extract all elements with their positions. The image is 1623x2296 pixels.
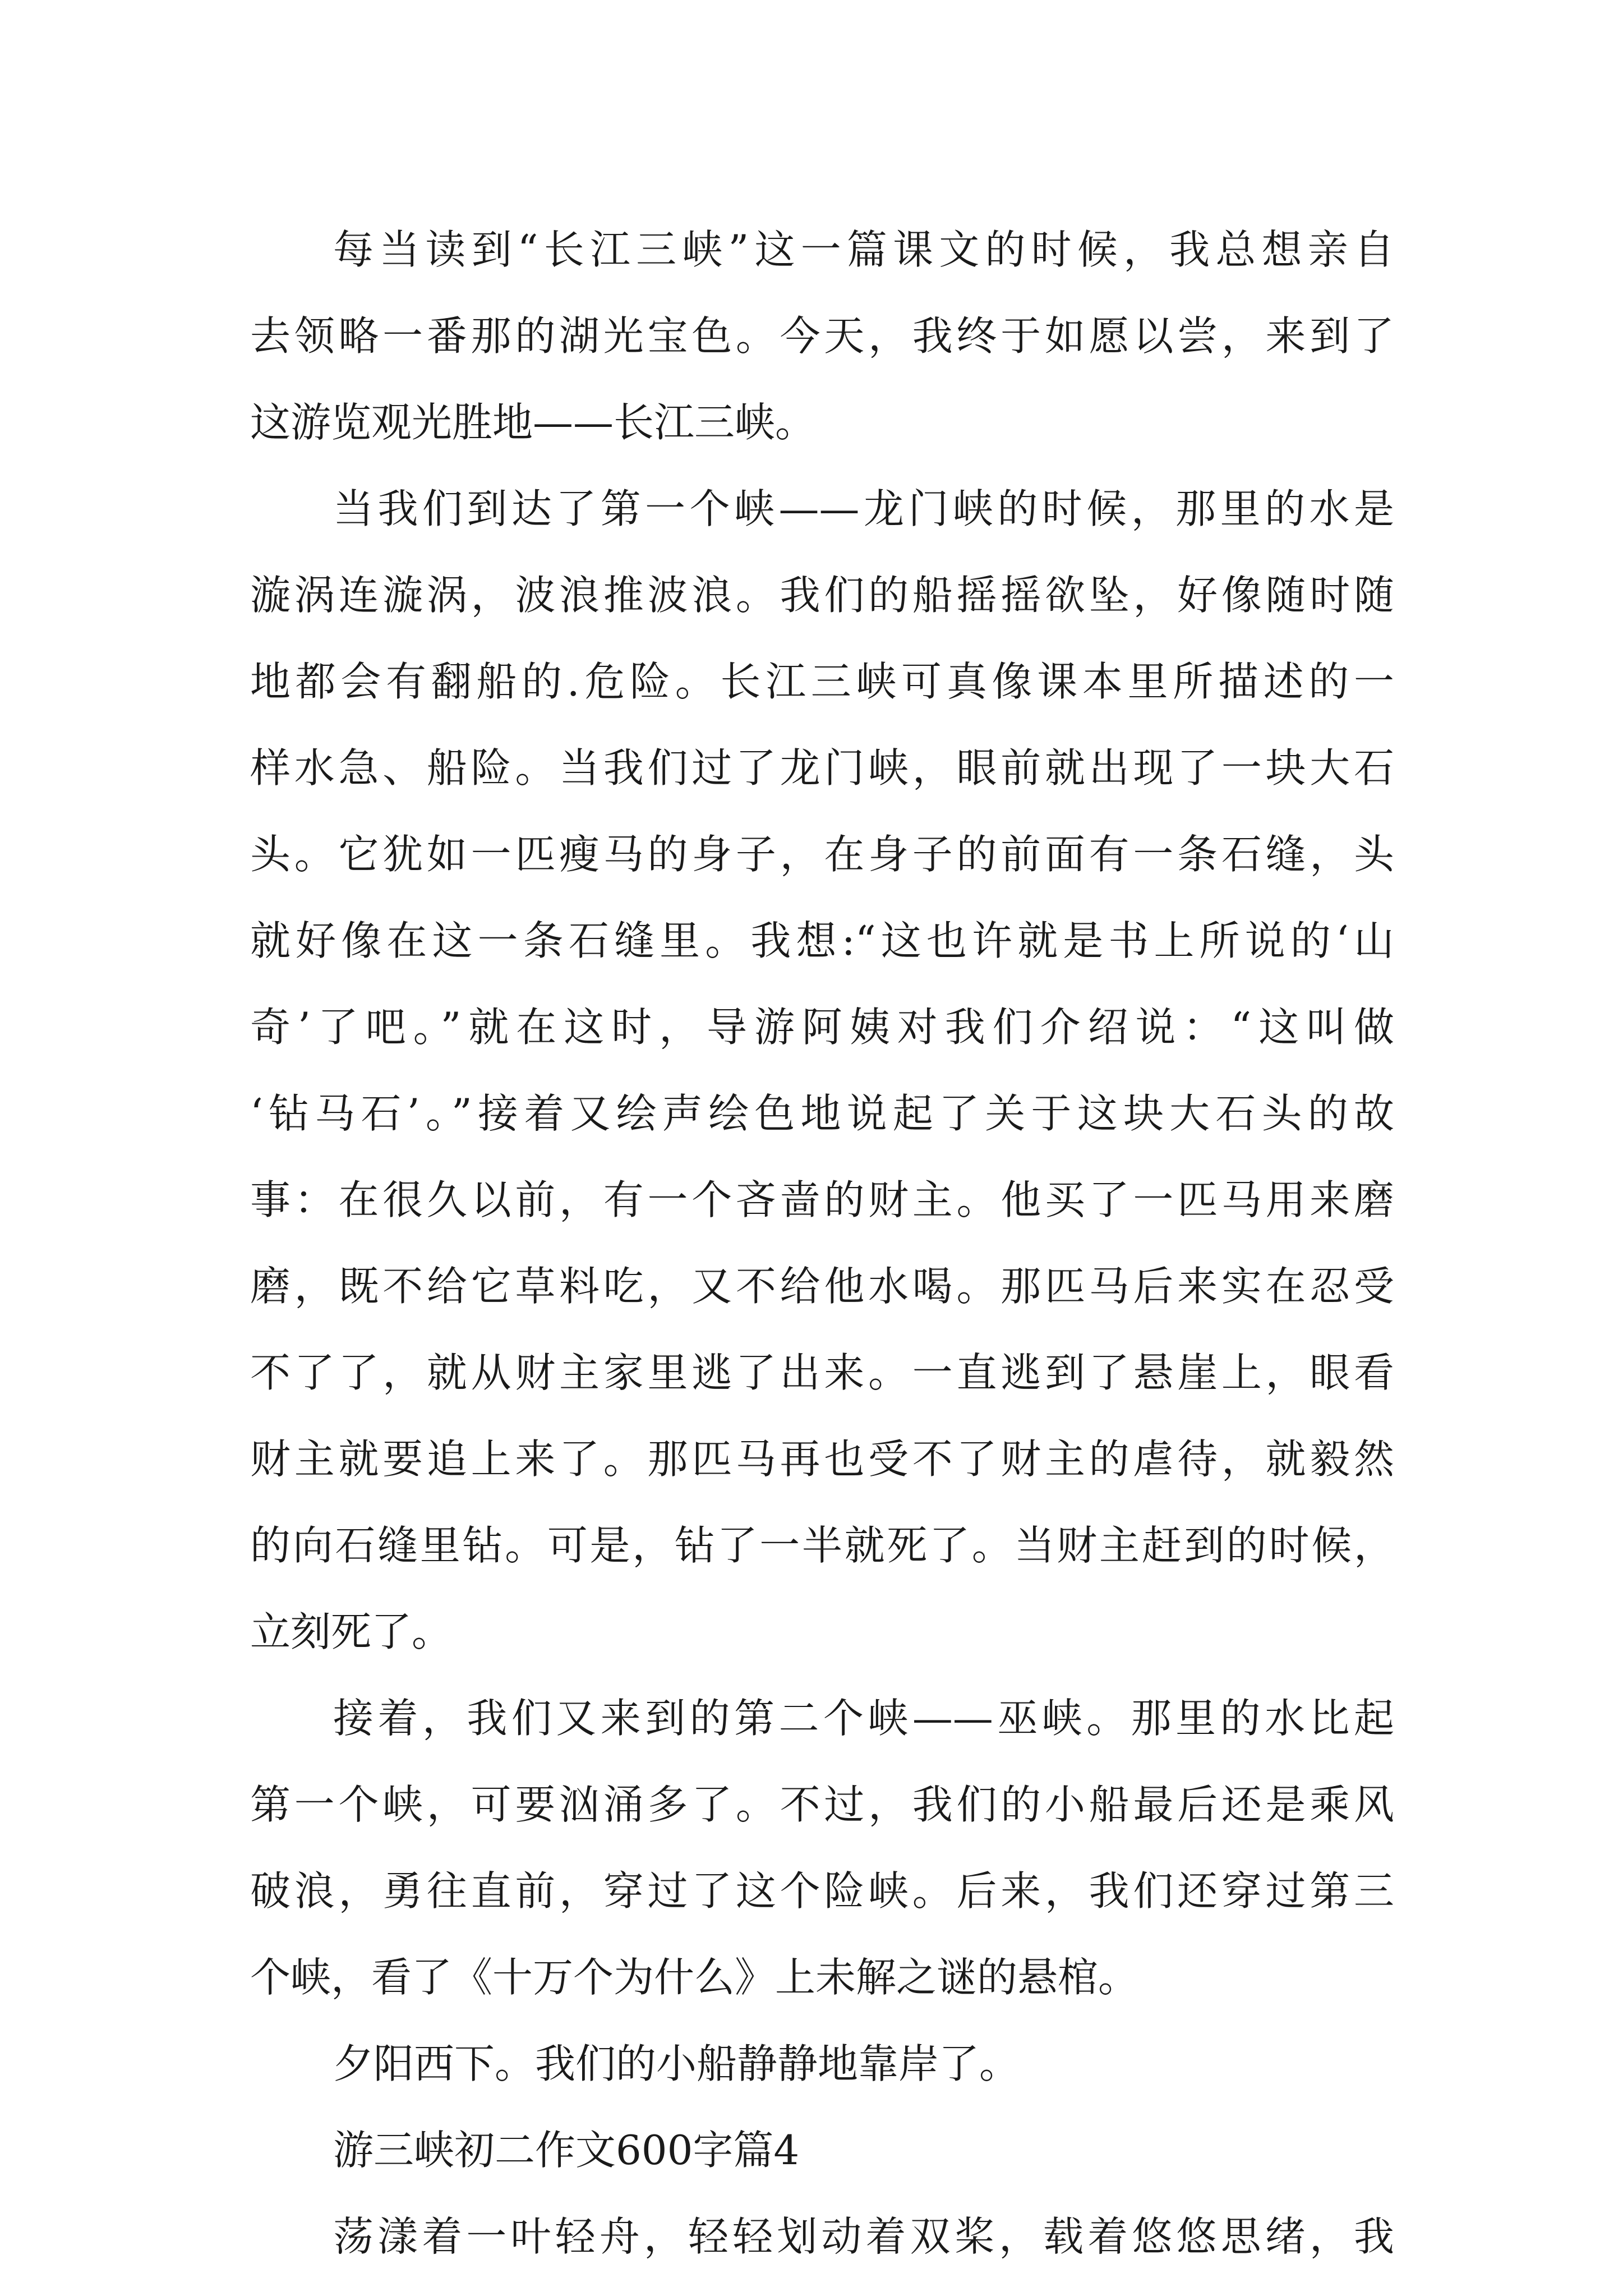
text-line: 不了了，就从财主家里逃了出来。一直逃到了悬崖上，眼看: [250, 1349, 1394, 1396]
text-line: 当我们到达了第一个峡——龙门峡的时候，那里的水是: [333, 485, 1394, 532]
text-line: 第一个峡，可要汹涌多了。不过，我们的小船最后还是乘风: [250, 1781, 1394, 1828]
text-line: 每当读到“长江三峡”这一篇课文的时候，我总想亲自: [333, 226, 1394, 273]
paragraph: [250, 2193, 1394, 2280]
paragraph: [250, 2021, 1394, 2107]
text-line: 磨，既不给它草料吃，又不给他水喝。那匹马后来实在忍受: [250, 1263, 1394, 1310]
text-line: 头。它犹如一匹瘦马的身子，在身子的前面有一条石缝，头: [250, 831, 1394, 878]
text-line: 奇’了吧。”就在这时，导游阿姨对我们介绍说：“这叫做: [250, 1004, 1394, 1051]
text-line: 个峡，看了《十万个为什么》上未解之谜的悬棺。: [250, 1954, 1139, 2001]
text-line: 接着，我们又来到的第二个峡——巫峡。那里的水比起: [333, 1695, 1394, 1742]
text-line: 这游览观光胜地——长江三峡。: [250, 399, 816, 446]
text-line: 破浪，勇往直前，穿过了这个险峡。后来，我们还穿过第三: [250, 1867, 1394, 1915]
text-line: 财主就要追上来了。那匹马再也受不了财主的虐待，就毅然: [250, 1435, 1394, 1483]
text-line: 事：在很久以前，有一个吝啬的财主。他买了一匹马用来磨: [250, 1176, 1394, 1223]
heading-line: 游三峡初二作文600字篇4: [333, 2127, 800, 2174]
section-heading: [250, 2107, 1394, 2193]
text-line: 漩涡连漩涡，波浪推波浪。我们的船摇摇欲坠，好像随时随: [250, 572, 1394, 619]
text-line: 去领略一番那的湖光宝色。今天，我终于如愿以尝，来到了: [250, 312, 1394, 360]
text-line: 就好像在这一条石缝里。我想:“这也许就是书上所说的‘山: [250, 917, 1394, 964]
text-line: 样水急、船险。当我们过了龙门峡，眼前就出现了一块大石: [250, 744, 1394, 792]
text-line: 荡漾着一叶轻舟，轻轻划动着双桨，载着悠悠思绪，我: [333, 2213, 1394, 2260]
article-body: [250, 206, 1394, 2280]
text-line: 立刻死了。: [250, 1608, 453, 1655]
text-line: 的向石缝里钻。可是，钻了一半就死了。当财主赶到的时候，: [250, 1522, 1394, 1569]
text-line: 夕阳西下。我们的小船静静地靠岸了。: [333, 2040, 1020, 2087]
paragraph: [250, 206, 1394, 466]
paragraph: [250, 1675, 1394, 2021]
text-line: 地都会有翻船的.危险。长江三峡可真像课本里所描述的一: [250, 658, 1394, 705]
paragraph: [250, 466, 1394, 1675]
text-line: ‘钻马石’。”接着又绘声绘色地说起了关于这块大石头的故: [250, 1090, 1394, 1137]
